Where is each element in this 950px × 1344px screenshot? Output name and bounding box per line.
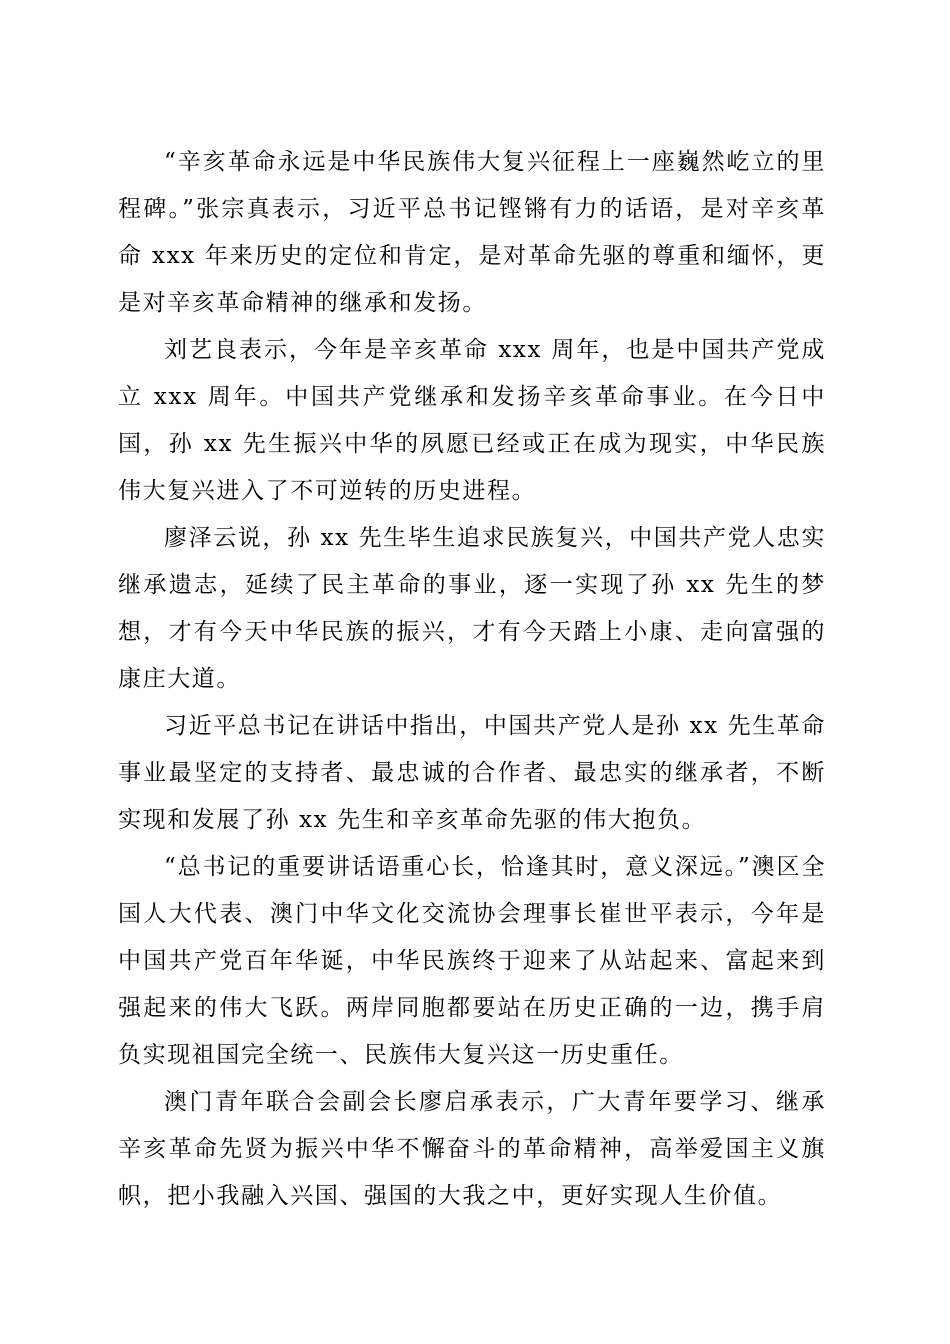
paragraph-4: 习近平总书记在讲话中指出，中国共产党人是孙 xx 先生革命事业最坚定的支持者、最忠诚的合作者、最忠实的继承者，不断实现和发展了孙 xx 先生和辛亥革命先驱的伟大抱负。 <box>118 713 826 833</box>
paragraph-6: 澳门青年联合会副会长廖启承表示，广大青年要学习、继承辛亥革命先贤为振兴中华不懈奋斗的革命精神，高举爱国主义旗帜，把小我融入兴国、强国的大我之中，更好实现人生价值。 <box>118 1089 826 1209</box>
paragraph-2: 刘艺良表示，今年是辛亥革命 xxx 周年，也是中国共产党成立 xxx 周年。中国共产党继承和发扬辛亥革命事业。在今日中国，孙 xx 先生振兴中华的夙愿已经或正在成为现实，中华民族伟大复兴进入了不可逆转的历史进程。 <box>118 337 826 504</box>
paragraph-5: “总书记的重要讲话语重心长，恰逢其时，意义深远。”澳区全国人大代表、澳门中华文化交流协会理事长崔世平表示，今年是中国共产党百年华诞，中华民族终于迎来了从站起来、富起来到强起来的伟大飞跃。两岸同胞都要站在历史正确的一边，携手肩负实现祖国完全统一、民族伟大复兴这一历史重任。 <box>118 854 826 1068</box>
document-body <box>118 139 826 1220</box>
paragraph-3: 廖泽云说，孙 xx 先生毕生追求民族复兴，中国共产党人忠实继承遗志，延续了民主革命的事业，逐一实现了孙 xx 先生的梦想，才有今天中华民族的振兴，才有今天踏上小康、走向富强的康庄大道。 <box>118 525 826 692</box>
paragraph-1: “辛亥革命永远是中华民族伟大复兴征程上一座巍然屹立的里程碑。”张宗真表示，习近平总书记铿锵有力的话语，是对辛亥革命 xxx 年来历史的定位和肯定，是对革命先驱的尊重和缅怀，更是对辛亥革命精神的继承和发扬。 <box>118 149 826 316</box>
